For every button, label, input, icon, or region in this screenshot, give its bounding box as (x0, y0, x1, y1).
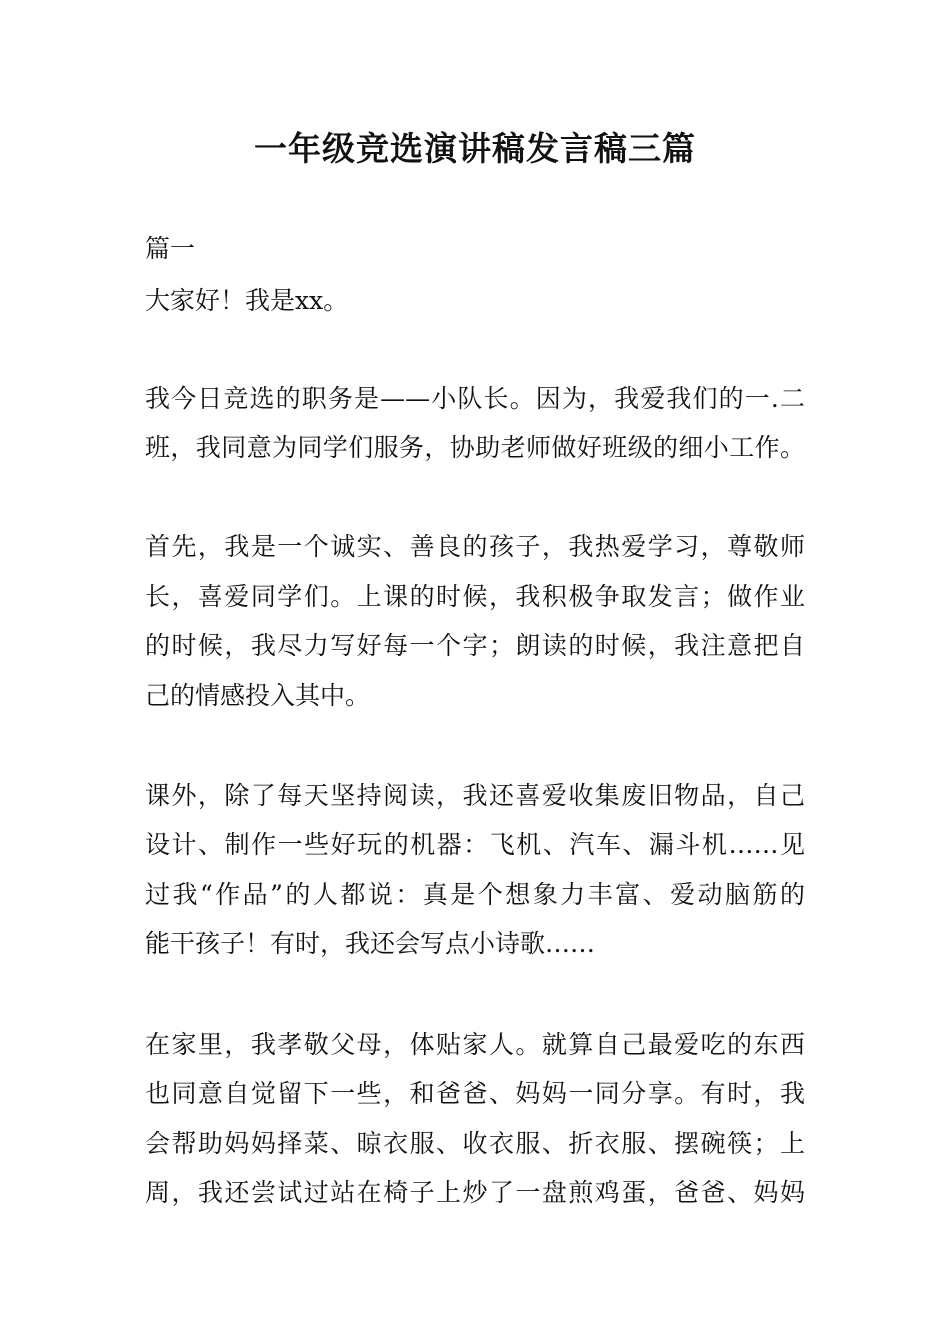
document-title: 一年级竞选演讲稿发言稿三篇 (254, 129, 696, 168)
paragraph-2-line-3: 的时候，我尽力写好每一个字；朗读的时候，我注意把自 (145, 631, 805, 660)
paragraph-2-line-1: 首先，我是一个诚实、善良的孩子，我热爱学习，尊敬师 (145, 532, 805, 561)
paragraph-3-line-3: 过我“作品”的人都说：真是个想象力丰富、爱动脑筋的 (145, 880, 805, 909)
paragraph-4-line-3: 会帮助妈妈择菜、晾衣服、收衣服、折衣服、摆碗筷；上 (145, 1129, 805, 1158)
paragraph-2-line-4: 己的情感投入其中。 (145, 681, 371, 710)
section-label: 篇一 (145, 234, 196, 263)
greeting-line: 大家好！我是xx。 (145, 286, 349, 315)
paragraph-4-line-1: 在家里，我孝敬父母，体贴家人。就算自己最爱吃的东西 (145, 1030, 805, 1059)
paragraph-3-line-1: 课外，除了每天坚持阅读，我还喜爱收集废旧物品，自己 (145, 781, 805, 810)
paragraph-3-line-2: 设计、制作一些好玩的机器：飞机、汽车、漏斗机……见 (145, 830, 805, 859)
paragraph-1-line-1: 我今日竞选的职务是——小队长。因为，我爱我们的一.二 (145, 384, 805, 413)
paragraph-1-line-2: 班，我同意为同学们服务，协助老师做好班级的细小工作。 (145, 433, 805, 462)
paragraph-2-line-2: 长，喜爱同学们。上课的时候，我积极争取发言；做作业 (145, 582, 805, 611)
paragraph-3-line-4: 能干孩子！有时，我还会写点小诗歌…… (145, 929, 596, 958)
paragraph-4-line-4: 周，我还尝试过站在椅子上炒了一盘煎鸡蛋，爸爸、妈妈 (145, 1178, 805, 1207)
paragraph-4-line-2: 也同意自觉留下一些，和爸爸、妈妈一同分享。有时，我 (145, 1079, 805, 1108)
